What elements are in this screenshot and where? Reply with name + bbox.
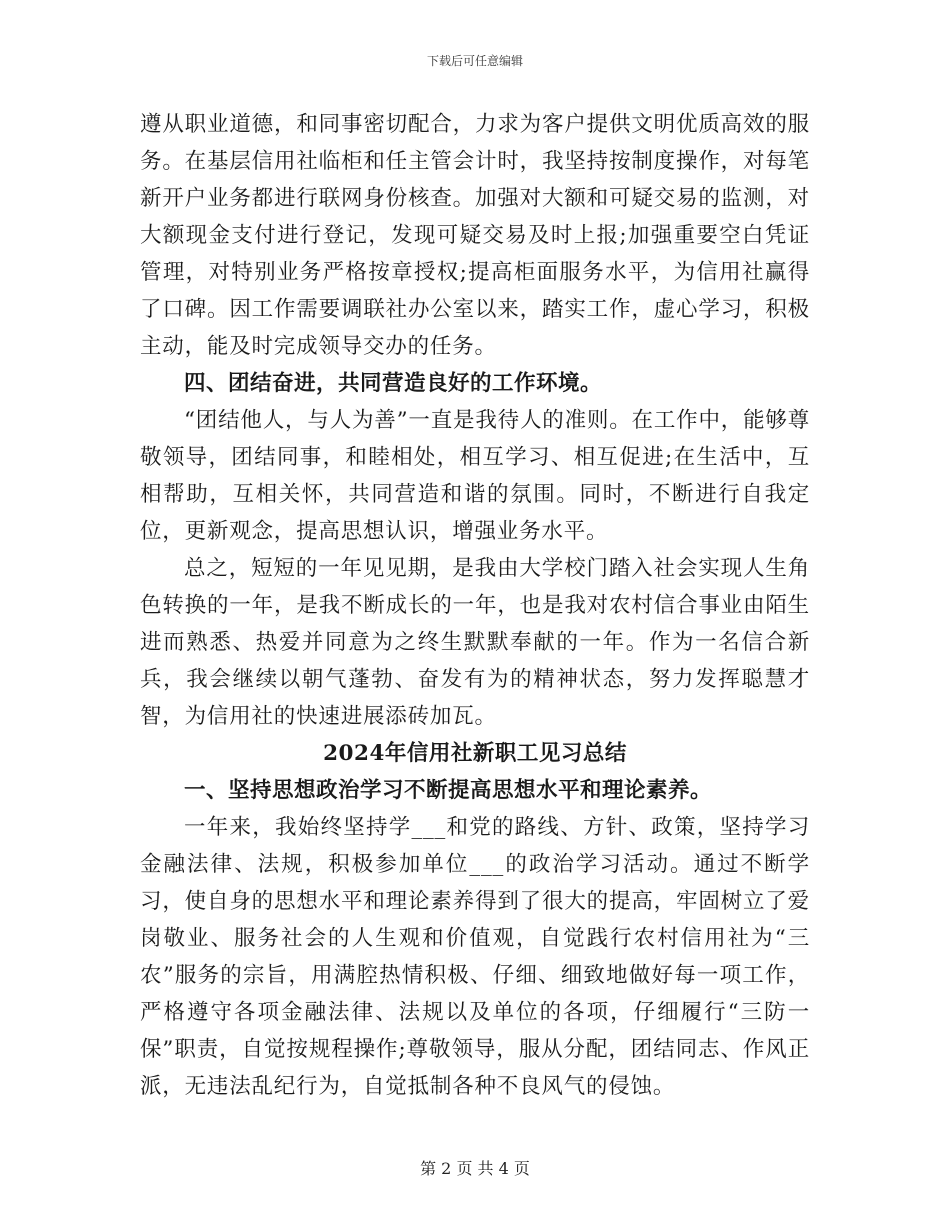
paragraph-political-study: 一年来，我始终坚持学___和党的路线、方针、政策，坚持学习金融法律、法规，积极参加单位___的政治学习活动。通过不断学习，使自身的思想水平和理论素养得到了很大的提高，牢固树立了爱岗敬业、服务社会的人生观和价值观，自觉践行农村信用社为“三农”服务的宗旨，用满腔热情积极、仔细、细致地做好每一项工作，严格遵守各项金融法律、法规以及单位的各项，仔细履行“三防一保”职责，自觉按规程操作;尊敬领导，服从分配，团结同志、作风正派，无违法乱纪行为，自觉抵制各种不良风气的侵蚀。 <box>140 815 810 1099</box>
document-body <box>140 106 810 1105</box>
paragraph-teamwork: “团结他人，与人为善”一直是我待人的准则。在工作中，能够尊敬领导，团结同事，和睦相处，相互学习、相互促进;在生活中，互相帮助，互相关怀，共同营造和谐的氛围。同时，不断进行自我定位，更新观念，提高思想认识，增强业务水平。 <box>140 408 810 544</box>
paragraph-service: 遵从职业道德，和同事密切配合，力求为客户提供文明优质高效的服务。在基层信用社临柜和任主管会计时，我坚持按制度操作，对每笔新开户业务都进行联网身份核查。加强对大额和可疑交易的监测，对大额现金支付进行登记，发现可疑交易及时上报;加强重要空白凭证管理，对特别业务严格按章授权;提高柜面服务水平，为信用社赢得了口碑。因工作需要调联社办公室以来，踏实工作，虚心学习，积极主动，能及时完成领导交办的任务。 <box>140 112 810 359</box>
section-heading-4: 四、团结奋进，共同营造良好的工作环境。 <box>184 371 603 396</box>
document-title: 2024年信用社新职工见习总结 <box>323 741 627 766</box>
page-header-note: 下载后可任意编辑 <box>426 54 523 68</box>
section-heading-1: 一、坚持思想政治学习不断提高思想水平和理论素养。 <box>184 778 713 803</box>
paragraph-summary: 总之，短短的一年见见期，是我由大学校门踏入社会实现人生角色转换的一年，是我不断成长的一年，也是我对农村信合事业由陌生进而熟悉、热爱并同意为之终生默默奉献的一年。作为一名信合新兵，我会继续以朝气蓬勃、奋发有为的精神状态，努力发挥聪慧才智，为信用社的快速进展添砖加瓦。 <box>140 556 810 729</box>
page-number: 第 2 页 共 4 页 <box>420 1159 530 1178</box>
